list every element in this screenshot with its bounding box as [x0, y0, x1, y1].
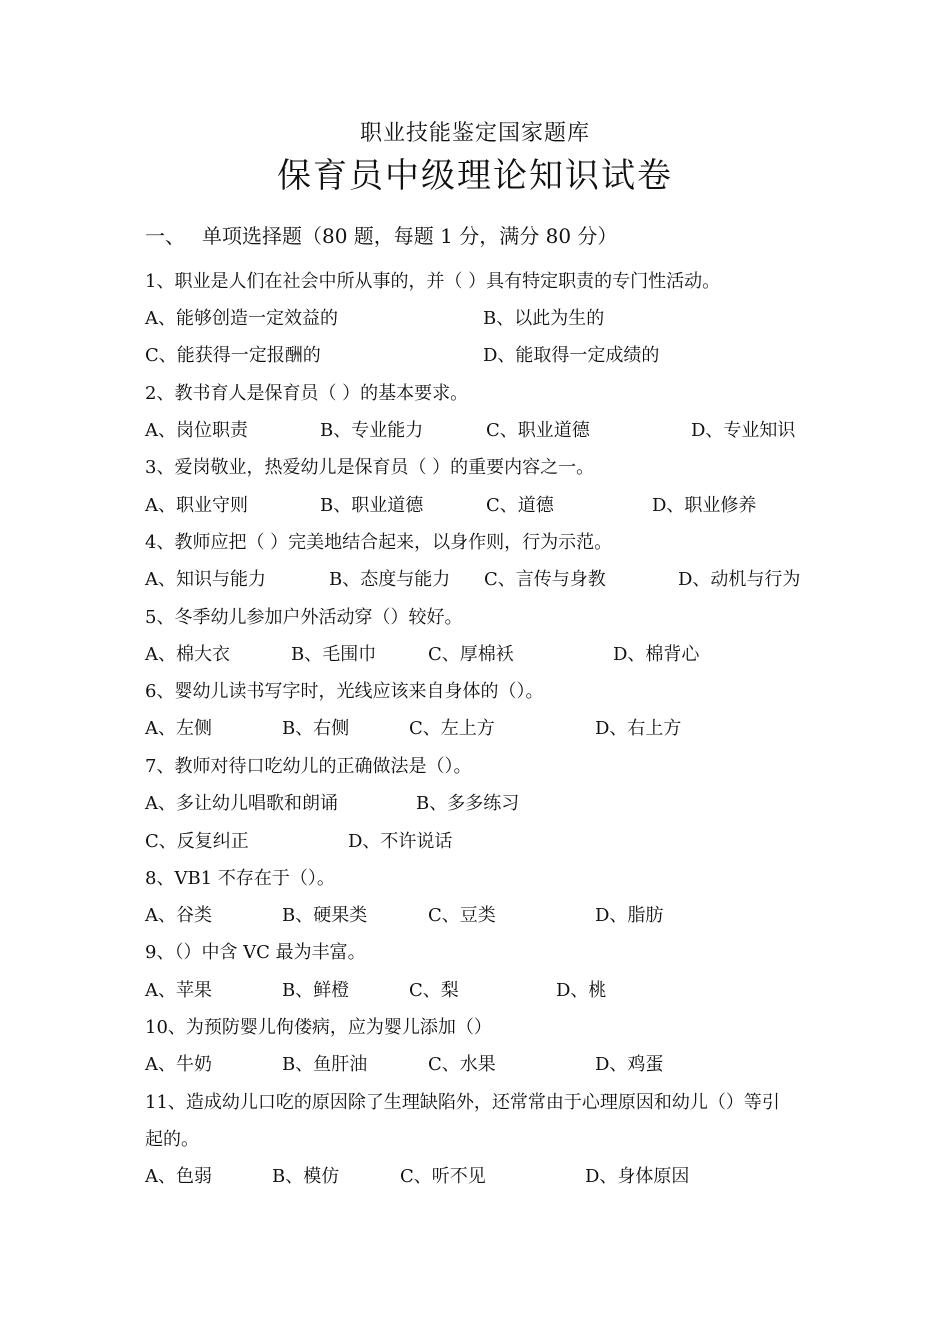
option-a: A、多让幼儿唱歌和朗诵: [145, 793, 338, 814]
option-d: D、桃: [556, 980, 607, 1001]
question-options: [145, 829, 825, 855]
option-c: C、梨: [409, 980, 459, 1001]
option-b: B、职业道德: [320, 495, 424, 516]
option-b: B、专业能力: [320, 420, 424, 441]
question-options: [145, 903, 825, 929]
option-a: A、能够创造一定效益的: [145, 308, 338, 329]
option-a: A、知识与能力: [145, 569, 266, 590]
option-b: B、鱼肝油: [282, 1054, 368, 1075]
option-c: C、职业道德: [486, 420, 590, 441]
option-c: C、厚棉袄: [428, 644, 514, 665]
option-d: D、专业知识: [691, 420, 796, 441]
question-options: [145, 418, 825, 444]
option-a: A、谷类: [145, 905, 212, 926]
option-c: C、反复纠正: [145, 831, 249, 852]
question-options: [145, 306, 825, 332]
question-options: [145, 791, 825, 817]
option-b: B、态度与能力: [329, 569, 451, 590]
option-c: C、水果: [428, 1054, 496, 1075]
option-d: D、职业修养: [652, 495, 757, 516]
question-options: [145, 343, 825, 369]
question-options: [145, 642, 825, 668]
question-text: 3、爱岗敬业，热爱幼儿是保育员（ ）的重要内容之一。: [145, 457, 595, 478]
option-c: C、听不见: [400, 1166, 486, 1187]
question-options: [145, 567, 825, 593]
option-b: B、多多练习: [416, 793, 520, 814]
question-text: 1、职业是人们在社会中所从事的，并（ ）具有特定职责的专门性活动。: [145, 271, 721, 292]
question-options: [145, 493, 825, 519]
option-b: B、鲜橙: [282, 980, 350, 1001]
option-b: B、模仿: [272, 1166, 340, 1187]
section-heading: [145, 222, 617, 250]
question-text: 2、教书育人是保育员（ ）的基本要求。: [145, 383, 469, 404]
option-a: A、苹果: [145, 980, 212, 1001]
question-text: 7、教师对待口吃幼儿的正确做法是（）。: [145, 756, 472, 777]
option-b: B、右侧: [282, 718, 350, 739]
option-c: C、豆类: [428, 905, 496, 926]
option-c: C、能获得一定报酬的: [145, 345, 321, 366]
question-text: 9、（）中含 VC 最为丰富。: [145, 942, 366, 963]
question-options: [145, 1052, 825, 1078]
exam-title: 保育员中级理论知识试卷: [277, 156, 673, 196]
option-c: C、道德: [486, 495, 554, 516]
option-a: A、牛奶: [145, 1054, 212, 1075]
question-text: 8、VB1 不存在于（）。: [145, 868, 335, 889]
option-d: D、不许说话: [348, 831, 453, 852]
question-text: 11、造成幼儿口吃的原因除了生理缺陷外，还常常由于心理原因和幼儿（）等引: [145, 1092, 780, 1113]
option-a: A、岗位职责: [145, 420, 248, 441]
option-d: D、右上方: [595, 718, 682, 739]
option-c: C、左上方: [409, 718, 495, 739]
option-a: A、棉大衣: [145, 644, 230, 665]
option-b: B、毛围巾: [291, 644, 377, 665]
question-text: 5、冬季幼儿参加户外活动穿（）较好。: [145, 607, 463, 628]
option-d: D、鸡蛋: [595, 1054, 664, 1075]
exam-subtitle: 职业技能鉴定国家题库: [359, 121, 590, 146]
question-text: 6、婴幼儿读书写字时，光线应该来自身体的（）。: [145, 681, 544, 702]
section-heading-text: 单项选择题（80 题，每题 1 分，满分 80 分）: [202, 224, 618, 248]
option-d: D、棉背心: [613, 644, 700, 665]
question-options: [145, 978, 825, 1004]
option-d: D、脂肪: [595, 905, 664, 926]
question-text: 10、为预防婴儿佝偻病，应为婴儿添加（）: [145, 1017, 492, 1038]
option-d: D、能取得一定成绩的: [483, 345, 660, 366]
question-options: [145, 716, 825, 742]
option-c: C、言传与身教: [484, 569, 606, 590]
question-text: 4、教师应把（ ）完美地结合起来，以身作则，行为示范。: [145, 532, 613, 553]
question-options: [145, 1164, 825, 1190]
option-a: A、色弱: [145, 1166, 212, 1187]
option-d: D、身体原因: [585, 1166, 690, 1187]
option-b: B、硬果类: [282, 905, 368, 926]
option-d: D、动机与行为: [678, 569, 801, 590]
option-a: A、左侧: [145, 718, 212, 739]
option-a: A、职业守则: [145, 495, 248, 516]
option-b: B、以此为生的: [483, 308, 605, 329]
section-number: 一、: [145, 224, 185, 248]
question-text-continued: 起的。: [145, 1129, 199, 1150]
